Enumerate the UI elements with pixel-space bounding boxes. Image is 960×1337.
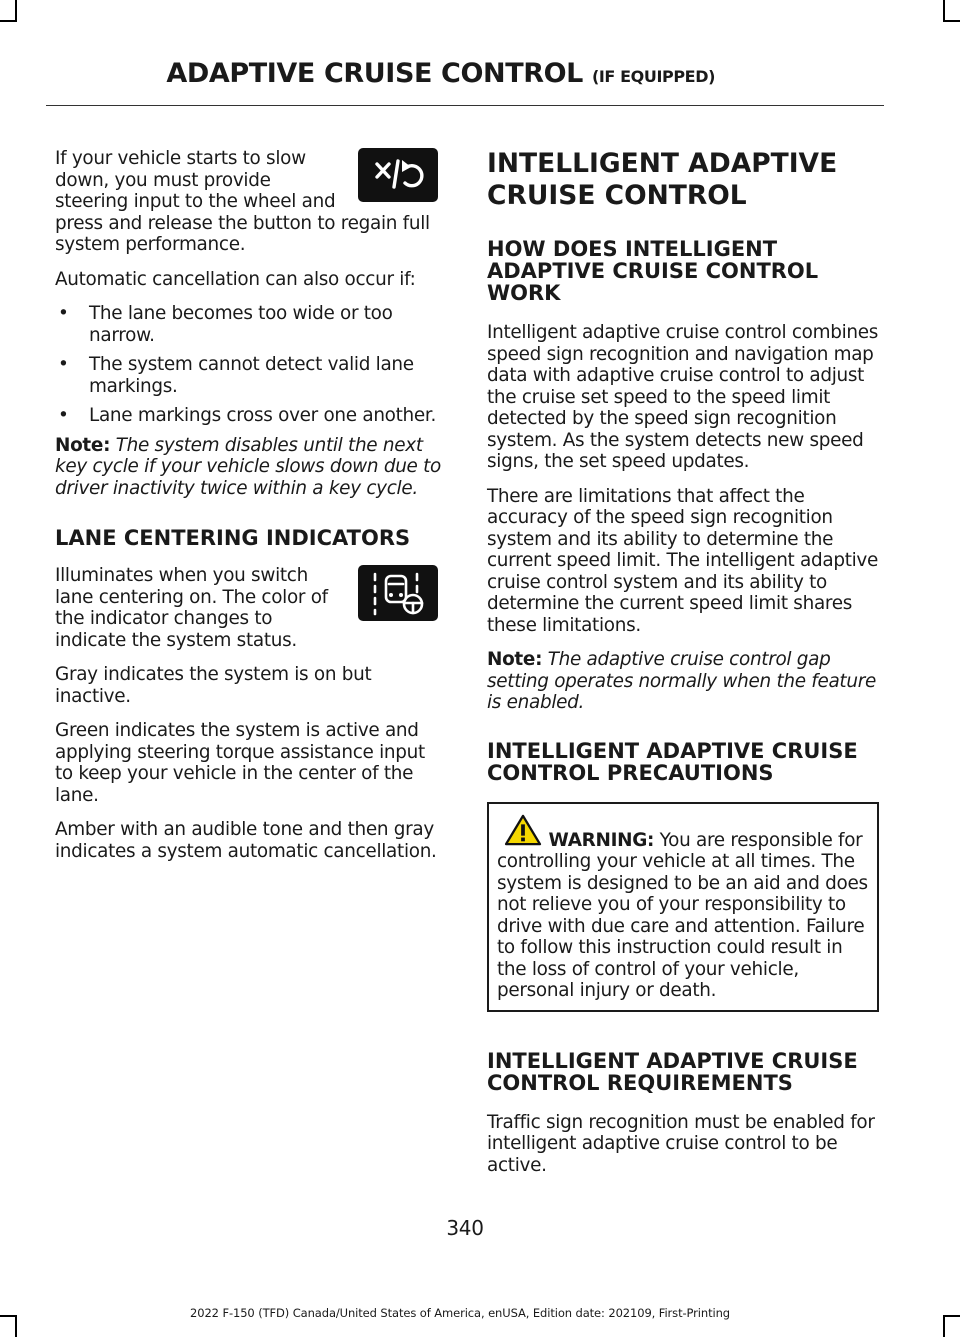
chapter-heading-line: CRUISE CONTROL xyxy=(487,180,747,211)
paragraph: Illuminates when you switch lane centering on. The color of the indicator changes to indicate the system status. xyxy=(55,565,328,651)
list-item: • The lane becomes too wide or too narrow. xyxy=(55,303,448,346)
note-text: The adaptive cruise control gap setting operates normally when the feature is enabled. xyxy=(487,649,876,713)
paragraph: If your vehicle starts to slow down, you must provide steering input to the wheel and press and release the button to regain full system performance. xyxy=(55,148,430,255)
crop-mark xyxy=(0,20,17,22)
paragraph: Automatic cancellation can also occur if: xyxy=(55,268,416,290)
section-heading: HOW DOES INTELLIGENT ADAPTIVE CRUISE CONTROL WORK xyxy=(487,237,819,305)
paragraph: There are limitations that affect the accuracy of the speed sign recognition system and its ability to determine the current speed limit. The intelligent adaptive cruise control system and its ability to determine the current speed limit shares these limitations. xyxy=(487,485,879,636)
warning-paragraph xyxy=(497,830,869,1002)
warning-label: WARNING: xyxy=(548,829,655,851)
list-item: • The system cannot detect valid lane markings. xyxy=(55,354,448,397)
lane-centering-indicator-icon xyxy=(358,565,438,621)
note-label: Note: xyxy=(55,434,111,456)
paragraph: Traffic sign recognition must be enabled for intelligent adaptive cruise control to be active. xyxy=(487,1111,875,1176)
note-label: Note: xyxy=(487,649,543,670)
crop-mark xyxy=(943,1315,960,1317)
warning-triangle-icon xyxy=(503,814,543,846)
crop-mark xyxy=(15,0,17,22)
section-heading: LANE CENTERING INDICATORS xyxy=(55,526,411,550)
crop-mark xyxy=(943,0,945,22)
header-rule xyxy=(46,105,884,106)
left-column xyxy=(55,148,448,875)
note xyxy=(487,649,879,714)
header-subtitle: (IF EQUIPPED) xyxy=(591,67,715,86)
crop-mark xyxy=(943,20,960,22)
page-header-title xyxy=(166,58,715,93)
chapter-heading-line: INTELLIGENT ADAPTIVE xyxy=(487,148,838,179)
section-heading: INTELLIGENT ADAPTIVE CRUISE CONTROL PRECAUTIONS xyxy=(487,738,858,785)
bullet-list xyxy=(55,303,448,427)
warning-box xyxy=(487,802,879,1012)
paragraph: Gray indicates the system is on but inactive. xyxy=(55,664,372,707)
note-text: The system disables until the next key cycle if your vehicle slows down due to driver inactivity twice within a key cycle. xyxy=(55,434,441,499)
page-number: 340 xyxy=(446,1216,484,1240)
chapter-heading xyxy=(487,148,879,212)
note xyxy=(55,435,448,500)
header-title-text: ADAPTIVE CRUISE CONTROL xyxy=(166,58,583,89)
footer-text: 2022 F-150 (TFD) Canada/United States of America, enUSA, Edition date: 202109, First-Printing xyxy=(190,1306,730,1320)
paragraph: Green indicates the system is active and applying steering torque assistance input to keep your vehicle in the center of the lane. xyxy=(55,720,425,806)
crop-mark xyxy=(943,1315,945,1337)
section-heading: INTELLIGENT ADAPTIVE CRUISE CONTROL REQUIREMENTS xyxy=(487,1048,858,1095)
lane-centering-off-icon xyxy=(358,148,438,202)
paragraph: Amber with an audible tone and then gray indicates a system automatic cancellation. xyxy=(55,819,437,862)
list-item: • Lane markings cross over one another. xyxy=(55,405,448,427)
right-column xyxy=(487,148,879,1189)
paragraph: Intelligent adaptive cruise control combines speed sign recognition and navigation map data with adaptive cruise control to adjust the cruise set speed to the speed limit detected by the speed sign recognition system. As the system detects new speed signs, the set speed updates. xyxy=(487,322,879,472)
warning-text: You are responsible for controlling your vehicle at all times. The system is designed to be an aid and does not relieve you of your responsibility to drive with due care and attention. Failure to follow this instruction could result in the loss of control of your vehicle, personal injury or death. xyxy=(497,829,868,1001)
